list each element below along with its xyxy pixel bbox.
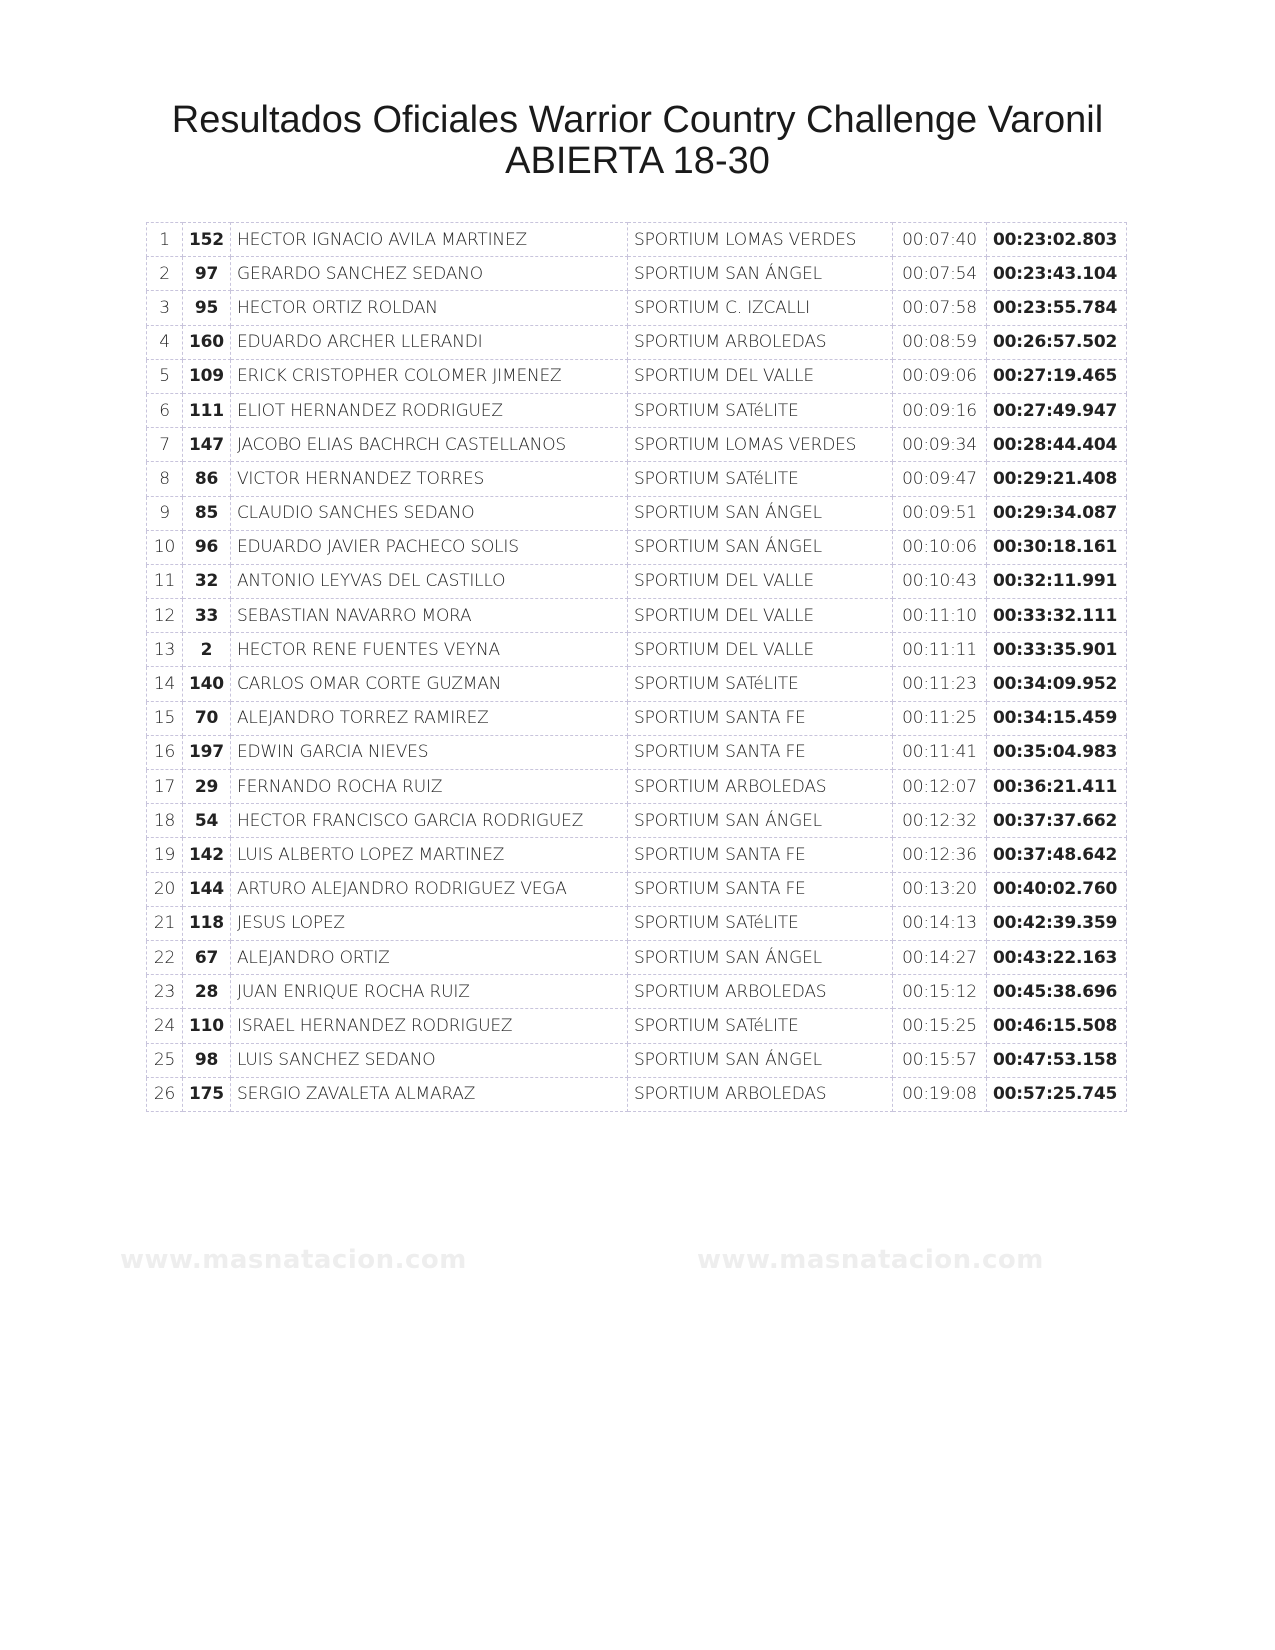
bib-number-cell: 70 [183, 701, 231, 735]
total-time-cell: 00:42:39.359 [987, 906, 1127, 940]
result-row [147, 393, 1127, 427]
total-time-cell: 00:37:37.662 [987, 804, 1127, 838]
bib-number-cell: 2 [183, 633, 231, 667]
bib-number-cell: 109 [183, 359, 231, 393]
club-cell: SPORTIUM SAN ÁNGEL [628, 530, 893, 564]
result-row [147, 462, 1127, 496]
place-cell: 15 [147, 701, 183, 735]
result-row [147, 633, 1127, 667]
club-cell: SPORTIUM C. IZCALLI [628, 291, 893, 325]
place-cell: 8 [147, 462, 183, 496]
bib-number-cell: 33 [183, 599, 231, 633]
result-row [147, 599, 1127, 633]
club-cell: SPORTIUM SANTA FE [628, 872, 893, 906]
athlete-name-cell: ERICK CRISTOPHER COLOMER JIMENEZ [231, 359, 628, 393]
bib-number-cell: 32 [183, 564, 231, 598]
bib-number-cell: 197 [183, 735, 231, 769]
result-row [147, 1009, 1127, 1043]
split-time-cell: 00:09:16 [893, 393, 987, 427]
bib-number-cell: 97 [183, 257, 231, 291]
place-cell: 6 [147, 393, 183, 427]
split-time-cell: 00:15:57 [893, 1043, 987, 1077]
result-row [147, 564, 1127, 598]
total-time-cell: 00:27:49.947 [987, 393, 1127, 427]
club-cell: SPORTIUM DEL VALLE [628, 359, 893, 393]
split-time-cell: 00:14:13 [893, 906, 987, 940]
split-time-cell: 00:09:47 [893, 462, 987, 496]
split-time-cell: 00:12:07 [893, 770, 987, 804]
bib-number-cell: 118 [183, 906, 231, 940]
split-time-cell: 00:07:54 [893, 257, 987, 291]
club-cell: SPORTIUM DEL VALLE [628, 564, 893, 598]
result-row [147, 359, 1127, 393]
result-row [147, 770, 1127, 804]
bib-number-cell: 98 [183, 1043, 231, 1077]
result-row [147, 940, 1127, 974]
result-row [147, 975, 1127, 1009]
result-row [147, 838, 1127, 872]
place-cell: 20 [147, 872, 183, 906]
athlete-name-cell: SERGIO ZAVALETA ALMARAZ [231, 1077, 628, 1111]
total-time-cell: 00:57:25.745 [987, 1077, 1127, 1111]
results-table [146, 222, 1127, 1112]
bib-number-cell: 175 [183, 1077, 231, 1111]
bib-number-cell: 29 [183, 770, 231, 804]
club-cell: SPORTIUM DEL VALLE [628, 633, 893, 667]
split-time-cell: 00:12:32 [893, 804, 987, 838]
place-cell: 5 [147, 359, 183, 393]
split-time-cell: 00:10:06 [893, 530, 987, 564]
place-cell: 19 [147, 838, 183, 872]
bib-number-cell: 142 [183, 838, 231, 872]
bib-number-cell: 67 [183, 940, 231, 974]
club-cell: SPORTIUM DEL VALLE [628, 599, 893, 633]
place-cell: 4 [147, 325, 183, 359]
split-time-cell: 00:07:58 [893, 291, 987, 325]
split-time-cell: 00:15:12 [893, 975, 987, 1009]
total-time-cell: 00:34:15.459 [987, 701, 1127, 735]
club-cell: SPORTIUM SATéLITE [628, 1009, 893, 1043]
watermark-left: www.masnatacion.com [120, 1245, 467, 1275]
place-cell: 18 [147, 804, 183, 838]
place-cell: 2 [147, 257, 183, 291]
athlete-name-cell: HECTOR ORTIZ ROLDAN [231, 291, 628, 325]
result-row [147, 325, 1127, 359]
athlete-name-cell: VICTOR HERNANDEZ TORRES [231, 462, 628, 496]
total-time-cell: 00:34:09.952 [987, 667, 1127, 701]
place-cell: 7 [147, 428, 183, 462]
total-time-cell: 00:32:11.991 [987, 564, 1127, 598]
result-row [147, 667, 1127, 701]
athlete-name-cell: LUIS ALBERTO LOPEZ MARTINEZ [231, 838, 628, 872]
total-time-cell: 00:40:02.760 [987, 872, 1127, 906]
athlete-name-cell: JUAN ENRIQUE ROCHA RUIZ [231, 975, 628, 1009]
split-time-cell: 00:08:59 [893, 325, 987, 359]
result-row [147, 530, 1127, 564]
bib-number-cell: 54 [183, 804, 231, 838]
athlete-name-cell: ANTONIO LEYVAS DEL CASTILLO [231, 564, 628, 598]
place-cell: 10 [147, 530, 183, 564]
athlete-name-cell: ALEJANDRO TORREZ RAMIREZ [231, 701, 628, 735]
club-cell: SPORTIUM SAN ÁNGEL [628, 257, 893, 291]
split-time-cell: 00:15:25 [893, 1009, 987, 1043]
split-time-cell: 00:19:08 [893, 1077, 987, 1111]
place-cell: 22 [147, 940, 183, 974]
result-row [147, 872, 1127, 906]
place-cell: 25 [147, 1043, 183, 1077]
place-cell: 26 [147, 1077, 183, 1111]
bib-number-cell: 160 [183, 325, 231, 359]
total-time-cell: 00:30:18.161 [987, 530, 1127, 564]
total-time-cell: 00:47:53.158 [987, 1043, 1127, 1077]
club-cell: SPORTIUM ARBOLEDAS [628, 325, 893, 359]
club-cell: SPORTIUM SATéLITE [628, 906, 893, 940]
athlete-name-cell: EDUARDO JAVIER PACHECO SOLIS [231, 530, 628, 564]
club-cell: SPORTIUM ARBOLEDAS [628, 975, 893, 1009]
athlete-name-cell: GERARDO SANCHEZ SEDANO [231, 257, 628, 291]
place-cell: 9 [147, 496, 183, 530]
club-cell: SPORTIUM ARBOLEDAS [628, 770, 893, 804]
athlete-name-cell: FERNANDO ROCHA RUIZ [231, 770, 628, 804]
place-cell: 11 [147, 564, 183, 598]
place-cell: 1 [147, 223, 183, 257]
athlete-name-cell: CARLOS OMAR CORTE GUZMAN [231, 667, 628, 701]
bib-number-cell: 96 [183, 530, 231, 564]
place-cell: 14 [147, 667, 183, 701]
total-time-cell: 00:28:44.404 [987, 428, 1127, 462]
club-cell: SPORTIUM SAN ÁNGEL [628, 804, 893, 838]
total-time-cell: 00:26:57.502 [987, 325, 1127, 359]
total-time-cell: 00:23:02.803 [987, 223, 1127, 257]
split-time-cell: 00:09:06 [893, 359, 987, 393]
club-cell: SPORTIUM SAN ÁNGEL [628, 496, 893, 530]
total-time-cell: 00:33:35.901 [987, 633, 1127, 667]
club-cell: SPORTIUM SATéLITE [628, 393, 893, 427]
bib-number-cell: 140 [183, 667, 231, 701]
club-cell: SPORTIUM SANTA FE [628, 735, 893, 769]
club-cell: SPORTIUM SAN ÁNGEL [628, 940, 893, 974]
athlete-name-cell: JESUS LOPEZ [231, 906, 628, 940]
athlete-name-cell: SEBASTIAN NAVARRO MORA [231, 599, 628, 633]
split-time-cell: 00:11:10 [893, 599, 987, 633]
result-row [147, 1077, 1127, 1111]
bib-number-cell: 28 [183, 975, 231, 1009]
bib-number-cell: 111 [183, 393, 231, 427]
results-table-body [147, 223, 1127, 1112]
bib-number-cell: 110 [183, 1009, 231, 1043]
split-time-cell: 00:10:43 [893, 564, 987, 598]
place-cell: 17 [147, 770, 183, 804]
result-row [147, 804, 1127, 838]
club-cell: SPORTIUM SATéLITE [628, 462, 893, 496]
athlete-name-cell: EDWIN GARCIA NIEVES [231, 735, 628, 769]
total-time-cell: 00:27:19.465 [987, 359, 1127, 393]
result-row [147, 291, 1127, 325]
bib-number-cell: 152 [183, 223, 231, 257]
bib-number-cell: 95 [183, 291, 231, 325]
place-cell: 23 [147, 975, 183, 1009]
club-cell: SPORTIUM LOMAS VERDES [628, 223, 893, 257]
result-row [147, 1043, 1127, 1077]
club-cell: SPORTIUM SATéLITE [628, 667, 893, 701]
total-time-cell: 00:45:38.696 [987, 975, 1127, 1009]
club-cell: SPORTIUM LOMAS VERDES [628, 428, 893, 462]
place-cell: 3 [147, 291, 183, 325]
split-time-cell: 00:11:23 [893, 667, 987, 701]
result-row [147, 428, 1127, 462]
total-time-cell: 00:46:15.508 [987, 1009, 1127, 1043]
total-time-cell: 00:43:22.163 [987, 940, 1127, 974]
place-cell: 16 [147, 735, 183, 769]
athlete-name-cell: ELIOT HERNANDEZ RODRIGUEZ [231, 393, 628, 427]
place-cell: 24 [147, 1009, 183, 1043]
athlete-name-cell: CLAUDIO SANCHES SEDANO [231, 496, 628, 530]
split-time-cell: 00:09:51 [893, 496, 987, 530]
result-row [147, 496, 1127, 530]
total-time-cell: 00:23:55.784 [987, 291, 1127, 325]
total-time-cell: 00:29:34.087 [987, 496, 1127, 530]
athlete-name-cell: HECTOR RENE FUENTES VEYNA [231, 633, 628, 667]
total-time-cell: 00:35:04.983 [987, 735, 1127, 769]
result-row [147, 257, 1127, 291]
athlete-name-cell: HECTOR IGNACIO AVILA MARTINEZ [231, 223, 628, 257]
club-cell: SPORTIUM SANTA FE [628, 701, 893, 735]
bib-number-cell: 147 [183, 428, 231, 462]
athlete-name-cell: EDUARDO ARCHER LLERANDI [231, 325, 628, 359]
total-time-cell: 00:23:43.104 [987, 257, 1127, 291]
total-time-cell: 00:37:48.642 [987, 838, 1127, 872]
split-time-cell: 00:09:34 [893, 428, 987, 462]
split-time-cell: 00:11:41 [893, 735, 987, 769]
bib-number-cell: 86 [183, 462, 231, 496]
athlete-name-cell: HECTOR FRANCISCO GARCIA RODRIGUEZ [231, 804, 628, 838]
total-time-cell: 00:29:21.408 [987, 462, 1127, 496]
total-time-cell: 00:36:21.411 [987, 770, 1127, 804]
result-row [147, 906, 1127, 940]
split-time-cell: 00:12:36 [893, 838, 987, 872]
total-time-cell: 00:33:32.111 [987, 599, 1127, 633]
place-cell: 21 [147, 906, 183, 940]
split-time-cell: 00:14:27 [893, 940, 987, 974]
bib-number-cell: 144 [183, 872, 231, 906]
title-line-2: ABIERTA 18-30 [505, 140, 770, 182]
athlete-name-cell: ARTURO ALEJANDRO RODRIGUEZ VEGA [231, 872, 628, 906]
title-line-1: Resultados Oficiales Warrior Country Challenge Varonil [171, 99, 1104, 141]
result-row [147, 735, 1127, 769]
result-row [147, 223, 1127, 257]
athlete-name-cell: ALEJANDRO ORTIZ [231, 940, 628, 974]
page-title [0, 100, 1275, 182]
split-time-cell: 00:07:40 [893, 223, 987, 257]
bib-number-cell: 85 [183, 496, 231, 530]
athlete-name-cell: ISRAEL HERNANDEZ RODRIGUEZ [231, 1009, 628, 1043]
club-cell: SPORTIUM ARBOLEDAS [628, 1077, 893, 1111]
split-time-cell: 00:11:25 [893, 701, 987, 735]
club-cell: SPORTIUM SAN ÁNGEL [628, 1043, 893, 1077]
split-time-cell: 00:13:20 [893, 872, 987, 906]
result-row [147, 701, 1127, 735]
place-cell: 12 [147, 599, 183, 633]
athlete-name-cell: JACOBO ELIAS BACHRCH CASTELLANOS [231, 428, 628, 462]
split-time-cell: 00:11:11 [893, 633, 987, 667]
athlete-name-cell: LUIS SANCHEZ SEDANO [231, 1043, 628, 1077]
place-cell: 13 [147, 633, 183, 667]
club-cell: SPORTIUM SANTA FE [628, 838, 893, 872]
watermark-right: www.masnatacion.com [697, 1245, 1044, 1275]
